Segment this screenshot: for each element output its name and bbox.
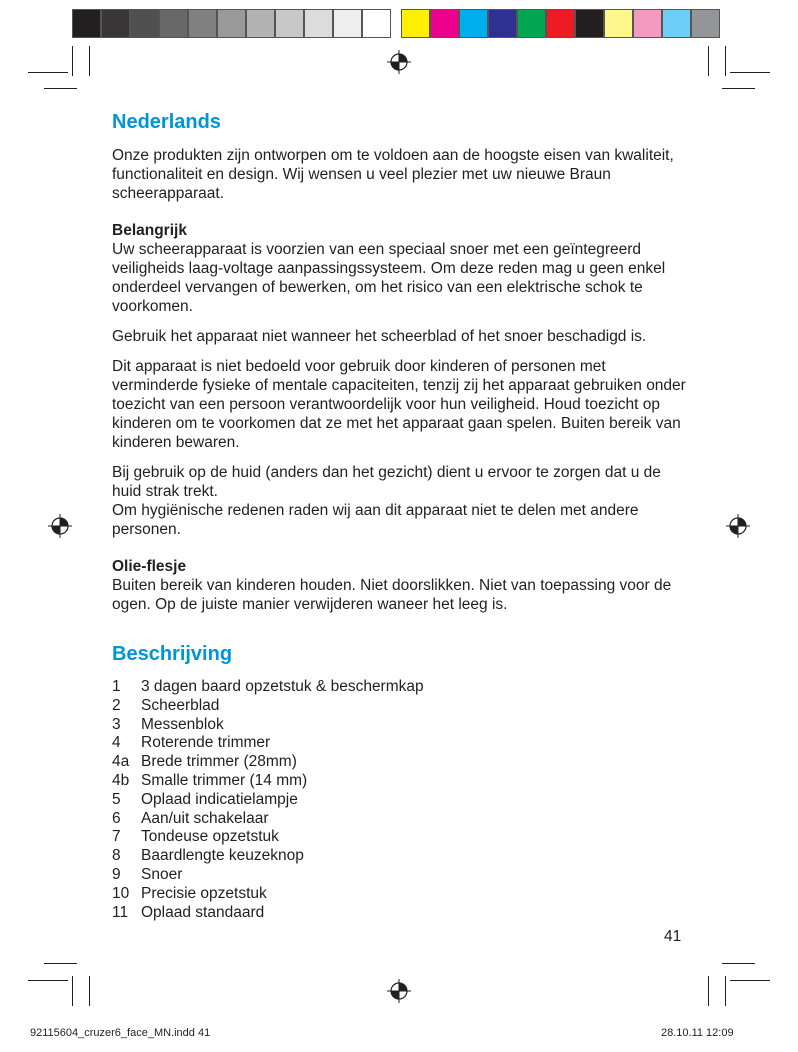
crop-mark — [730, 980, 770, 981]
crop-mark — [72, 46, 73, 76]
color-swatch — [459, 9, 488, 38]
color-swatch — [430, 9, 459, 38]
crop-mark — [28, 980, 68, 981]
color-swatch — [546, 9, 575, 38]
list-item — [112, 904, 692, 923]
list-item-label: Precisie opzetstuk — [141, 884, 267, 902]
list-item-label: Aan/uit schakelaar — [141, 809, 269, 827]
list-item-number: 7 — [112, 828, 121, 846]
list-item — [112, 697, 692, 716]
color-swatch — [517, 9, 546, 38]
list-item-number: 4a — [112, 753, 130, 771]
page-number: 41 — [664, 928, 682, 945]
list-item-number: 3 — [112, 715, 121, 733]
list-item-number: 4 — [112, 734, 121, 752]
list-item-label: Oplaad standaard — [141, 903, 265, 921]
crop-mark — [730, 72, 770, 73]
gray-swatch — [159, 9, 188, 38]
list-item-number: 4b — [112, 771, 130, 789]
footer-timestamp: 28.10.11 12:09 — [661, 1027, 734, 1039]
crop-mark — [89, 46, 90, 76]
important-heading: Belangrijk — [112, 222, 187, 239]
color-swatch — [633, 9, 662, 38]
oil-text: Buiten bereik van kinderen houden. Niet doorslikken. Niet van toepassing voor de ogen. Op de juiste manier verwijderen waneer het leeg is. — [112, 577, 672, 613]
list-item-label: Roterende trimmer — [141, 734, 271, 752]
list-item — [112, 734, 692, 753]
damaged-warning-paragraph: Gebruik het apparaat niet wanneer het scheerblad of het snoer beschadigd is. — [112, 328, 647, 345]
list-item-label: Baardlengte keuzeknop — [141, 847, 304, 865]
list-item — [112, 810, 692, 829]
list-item — [112, 678, 692, 697]
gray-swatch — [217, 9, 246, 38]
list-item-number: 11 — [112, 903, 129, 921]
color-swatch — [604, 9, 633, 38]
gray-swatch — [304, 9, 333, 38]
skin-hygiene-paragraph — [112, 463, 692, 539]
list-item-number: 1 — [112, 678, 121, 695]
gray-swatch — [72, 9, 101, 38]
crop-mark — [708, 976, 709, 1006]
crop-mark — [725, 46, 726, 76]
list-item — [112, 847, 692, 866]
intro-paragraph: Onze produkten zijn ontworpen om te voldoen aan de hoogste eisen van kwaliteit, functionaliteit en design. Wij wensen u veel plezier met uw nieuwe Braun scheerapparaat. — [112, 147, 674, 202]
registration-mark-icon — [387, 979, 411, 1003]
list-item-number: 2 — [112, 696, 121, 714]
list-item — [112, 772, 692, 791]
color-swatch — [401, 9, 430, 38]
gray-swatch — [246, 9, 275, 38]
list-item-label: Oplaad indicatielampje — [141, 790, 298, 808]
list-item — [112, 885, 692, 904]
list-item — [112, 716, 692, 735]
list-item-label: Snoer — [141, 865, 183, 883]
important-text: Uw scheerapparaat is voorzien van een speciaal snoer met een geïntegreerd veiligheids laag-voltage aanpassingssysteem. Om deze reden mag u geen enkel onderdeel vervangen of bewerken, om het risico van een elektrische schok te voorkomen. — [112, 241, 666, 315]
list-item-label: Smalle trimmer (14 mm) — [141, 771, 308, 789]
list-item-label: Messenblok — [141, 715, 224, 733]
list-item-label: 3 dagen baard opzetstuk & beschermkap — [141, 678, 424, 695]
crop-mark — [72, 976, 73, 1006]
skin-text: Bij gebruik op de huid (anders dan het gezicht) dient u ervoor te zorgen dat u de huid strak trekt. — [112, 464, 661, 500]
list-item — [112, 791, 692, 810]
color-swatch — [662, 9, 691, 38]
crop-mark — [725, 976, 726, 1006]
gray-swatch — [188, 9, 217, 38]
section-title-beschrijving: Beschrijving — [112, 643, 233, 665]
crop-mark — [28, 72, 68, 73]
list-item-label: Tondeuse opzetstuk — [141, 828, 279, 846]
gray-swatch — [101, 9, 130, 38]
list-item-number: 10 — [112, 884, 130, 902]
list-item-number: 9 — [112, 865, 121, 883]
gray-swatch — [130, 9, 159, 38]
important-paragraph — [112, 221, 692, 316]
crop-mark — [44, 88, 77, 89]
registration-mark-icon — [387, 50, 411, 74]
list-item-number: 6 — [112, 809, 121, 827]
crop-mark — [722, 88, 755, 89]
color-calibration-bar — [72, 9, 720, 39]
list-item — [112, 828, 692, 847]
gray-swatch — [333, 9, 362, 38]
crop-mark — [89, 976, 90, 1006]
crop-mark — [708, 46, 709, 76]
list-item-number: 5 — [112, 790, 121, 808]
grayscale-swatches — [72, 9, 391, 39]
color-swatch — [575, 9, 604, 38]
oil-heading: Olie-flesje — [112, 558, 187, 575]
children-warning-paragraph: Dit apparaat is niet bedoeld voor gebruik door kinderen of personen met verminderde fysieke of mentale capaciteiten, tenzij zij het apparaat gebruiken onder toezicht van een persoon verantwoordelijk voor hun veiligheid. Houd toezicht op kinderen om te voorkomen dat ze met het apparaat gaan spelen. Buiten bereik van kinderen bewaren. — [112, 358, 686, 451]
color-swatch — [488, 9, 517, 38]
color-swatches — [401, 9, 720, 39]
oil-paragraph — [112, 557, 692, 614]
gray-swatch — [275, 9, 304, 38]
footer-file-info: 92115604_cruzer6_face_MN.indd 41 — [30, 1027, 211, 1039]
hygiene-text: Om hygiënische redenen raden wij aan dit apparaat niet te delen met andere personen. — [112, 502, 639, 538]
list-item-number: 8 — [112, 847, 121, 865]
description-list — [112, 678, 692, 922]
list-item-label: Scheerblad — [141, 696, 220, 714]
list-item — [112, 866, 692, 885]
color-swatch — [691, 9, 720, 38]
registration-mark-icon — [48, 514, 72, 538]
gray-swatch — [362, 9, 391, 38]
crop-mark — [44, 963, 77, 964]
page-content — [112, 110, 692, 922]
registration-mark-icon — [726, 514, 750, 538]
list-item — [112, 753, 692, 772]
list-item-label: Brede trimmer (28mm) — [141, 753, 297, 771]
section-title-nederlands: Nederlands — [112, 111, 221, 133]
crop-mark — [722, 963, 755, 964]
